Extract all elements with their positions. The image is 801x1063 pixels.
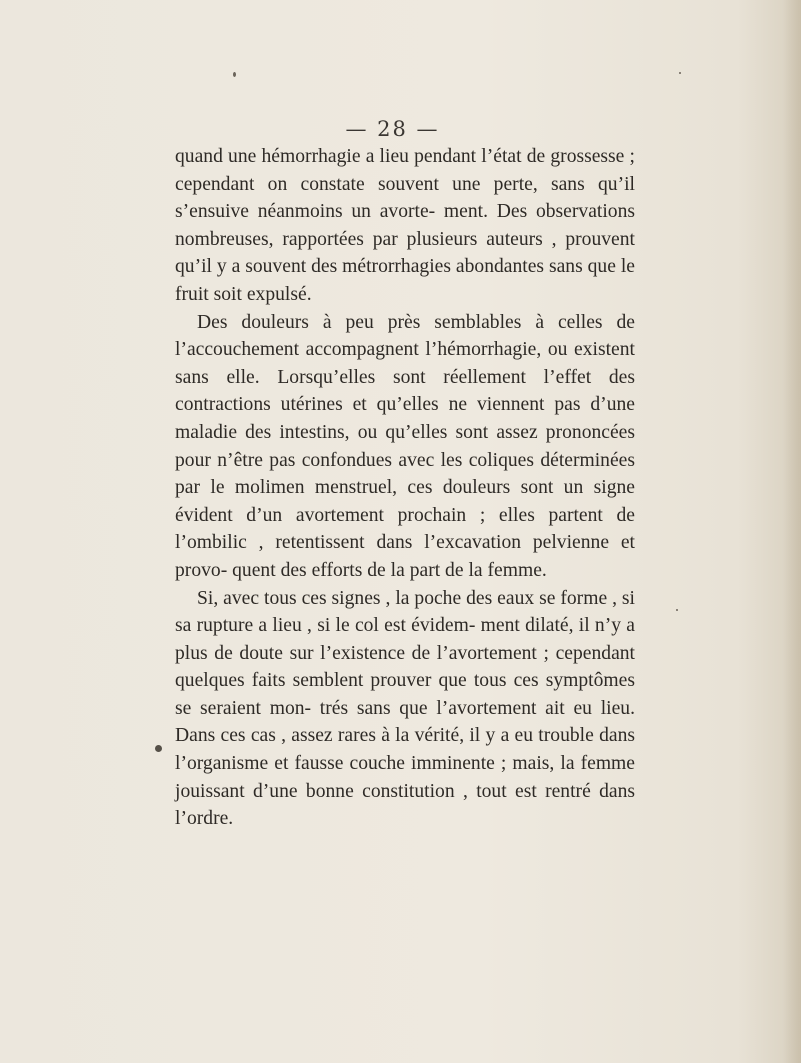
paragraph: quand une hémorrhagie a lieu pendant l’état de grossesse ; cependant on constate souvent une perte, sans qu’il s’ensuive néanmoins un avorte- ment. Des observations nombreuses, rapportées par plusieurs auteurs , prouvent qu’il y a souvent des métrorrhagies abondantes sans que le fruit soit expulsé. [175, 146, 635, 305]
paragraph: Si, avec tous ces signes , la poche des eaux se forme , si sa rupture a lieu , si le col est évidem- ment dilaté, il n’y a plus de doute sur l’existence de l’avortement ; cependant quelques faits semblent prouver que tous ces symptômes se seraient mon- trés sans que l’avortement ait eu lieu. Dans ces cas , assez rares à la vérité, il y a eu trouble dans l’organisme et fausse couche imminente ; mais, la femme jouissant d’une bonne constitution , tout est rentré dans l’ordre. [175, 587, 635, 830]
page-number: — 28 — [345, 117, 440, 141]
paper-speck [676, 609, 678, 611]
paper-speck [679, 72, 681, 74]
page-edge-shadow [783, 0, 801, 1063]
paper-speck [233, 72, 236, 77]
paper-speck [155, 745, 162, 752]
body-text [175, 143, 635, 833]
paragraph: Des douleurs à peu près semblables à celles de l’accouchement accompagnent l’hémorrhagie, ou existent sans elle. Lorsqu’elles sont réellement l’effet des contractions utérines et qu’elles ne viennent pas d’une maladie des intestins, ou qu’elles sont assez prononcées pour n’être pas confondues avec les coliques déterminées par le molimen menstruel, ces douleurs sont un signe évident d’un avortement prochain ; elles partent de l’ombilic , retentissent dans l’excavation pelvienne et provo- quent des efforts de la part de la femme. [175, 311, 635, 581]
